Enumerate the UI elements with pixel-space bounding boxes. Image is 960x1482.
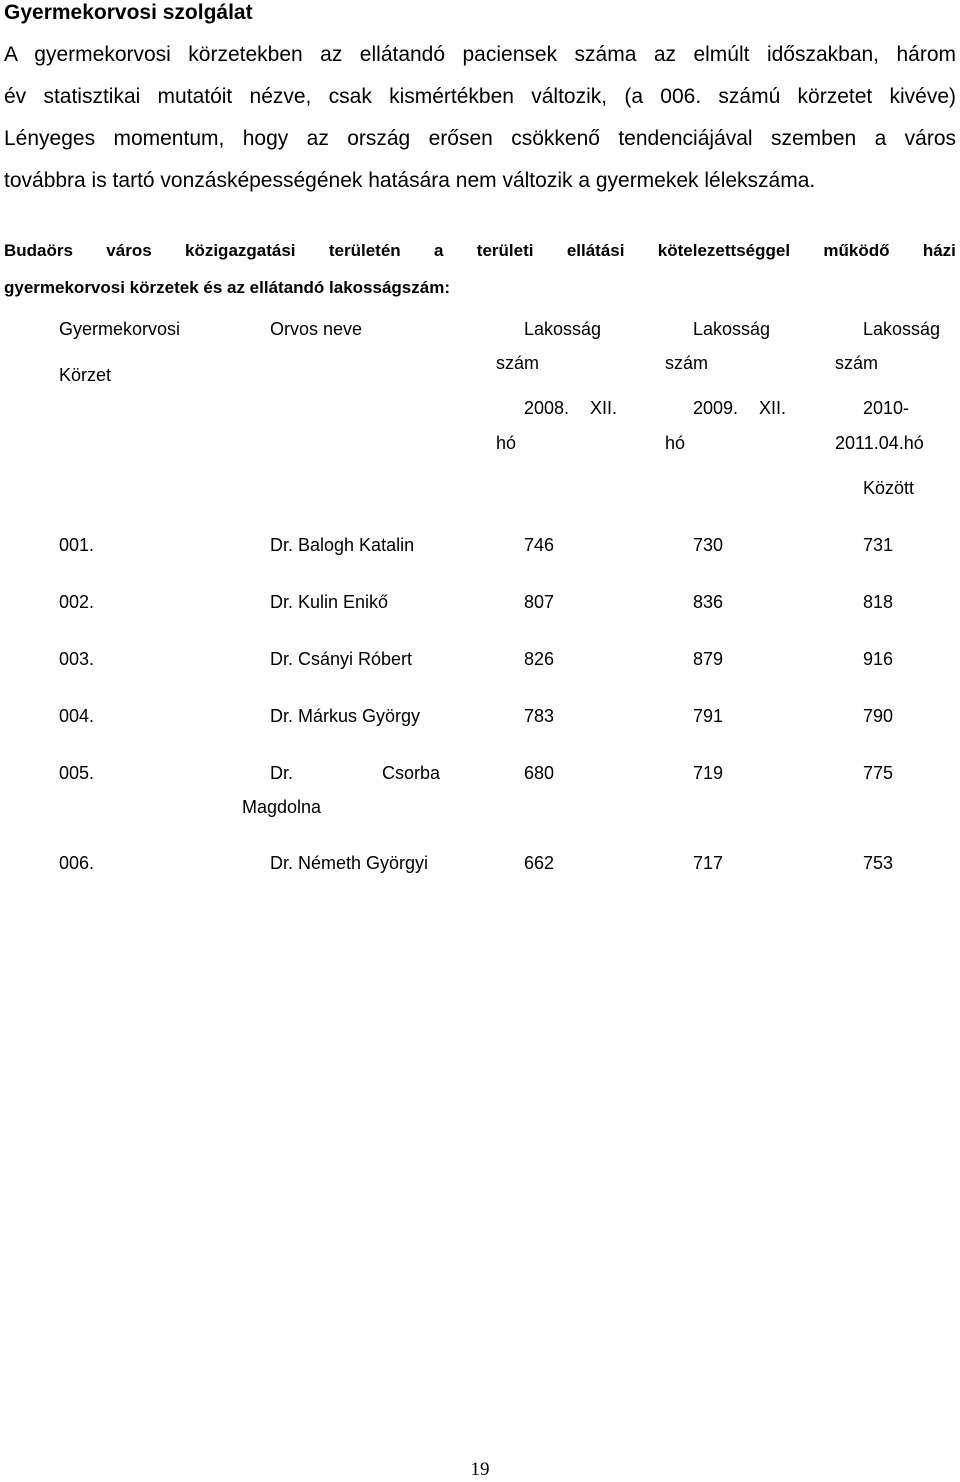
- doctor-name-prefix: Dr.: [270, 763, 294, 783]
- header-pop-2008-unit: szám: [496, 353, 540, 373]
- intro-word: Budaörs: [4, 241, 73, 260]
- intro-word: közigazgatási: [185, 241, 296, 260]
- population-2008: 783: [524, 706, 555, 726]
- header-pop-2010-range-start: 2010-: [863, 398, 910, 418]
- population-2009: 719: [693, 763, 724, 783]
- header-pop-2009-unit: szám: [665, 353, 709, 373]
- intro-word: területén: [328, 241, 401, 260]
- population-2010: 916: [863, 649, 894, 669]
- intro-word: területi: [476, 241, 534, 260]
- intro-line: [4, 232, 956, 269]
- population-2009: 730: [693, 535, 724, 555]
- paragraph-line: A gyermekorvosi körzetekben az ellátandó paciensek száma az elmúlt időszakban, három: [4, 43, 956, 66]
- district-number: 002.: [59, 592, 95, 612]
- table-intro: [4, 232, 956, 306]
- header-doctor: Orvos neve: [270, 319, 363, 339]
- doctor-name: Dr. Balogh Katalin: [270, 535, 415, 555]
- population-2010: 790: [863, 706, 894, 726]
- intro-word: ellátási: [566, 241, 625, 260]
- intro-line: gyermekorvosi körzetek és az ellátandó lakosságszám:: [4, 278, 450, 297]
- district-number: 003.: [59, 649, 95, 669]
- population-2010: 775: [863, 763, 894, 783]
- header-pop-2010-unit: szám: [835, 353, 879, 373]
- paragraph-line: továbbra is tartó vonzásképességének hatására nem változik a gyermekek lélekszáma.: [4, 169, 816, 192]
- body-paragraph: [4, 34, 956, 202]
- intro-word: házi: [922, 241, 956, 260]
- population-2009: 879: [693, 649, 724, 669]
- header-pop-2010: Lakosság: [863, 319, 941, 339]
- header-pop-2009: Lakosság: [693, 319, 771, 339]
- paragraph-line: év statisztikai mutatóit nézve, csak kismértékben változik, (a 006. számú körzetet kivéve): [4, 85, 956, 108]
- header-pop-2008-date: 2008. XII.: [524, 398, 617, 418]
- page-number: 19: [470, 1459, 490, 1480]
- doctor-name: Dr. Csányi Róbert: [270, 649, 413, 669]
- doctor-name-part: Magdolna: [242, 797, 322, 817]
- district-number: 001.: [59, 535, 95, 555]
- population-2009: 717: [693, 853, 724, 873]
- intro-word: város: [106, 241, 152, 260]
- intro-word: működő: [823, 241, 890, 260]
- population-2009: 836: [693, 592, 724, 612]
- district-number: 005.: [59, 763, 95, 783]
- district-number: 004.: [59, 706, 95, 726]
- section-title: Gyermekorvosi szolgálat: [4, 1, 253, 24]
- paragraph-line: Lényeges momentum, hogy az ország erősen csökkenő tendenciájával szemben a város: [4, 127, 956, 150]
- header-pop-2009-month: hó: [665, 433, 686, 453]
- header-pop-2008: Lakosság: [524, 319, 602, 339]
- population-2008: 680: [524, 763, 555, 783]
- header-pop-2010-between: Között: [863, 478, 915, 498]
- population-2010: 731: [863, 535, 894, 555]
- population-2010: 818: [863, 592, 894, 612]
- header-pop-2008-month: hó: [496, 433, 517, 453]
- district-number: 006.: [59, 853, 95, 873]
- header-district: Gyermekorvosi: [59, 319, 181, 339]
- header-pop-2010-range-end: 2011.04.hó: [835, 433, 924, 453]
- doctor-name-part: Csorba: [382, 763, 441, 783]
- population-2009: 791: [693, 706, 724, 726]
- doctor-name: Dr. Németh Györgyi: [270, 853, 429, 873]
- population-2010: 753: [863, 853, 894, 873]
- population-2008: 746: [524, 535, 555, 555]
- intro-word: a: [434, 241, 444, 260]
- doctor-name: Dr. Kulin Enikő: [270, 592, 389, 612]
- doctor-name: Dr. Márkus György: [270, 706, 421, 726]
- population-2008: 826: [524, 649, 555, 669]
- header-pop-2009-date: 2009. XII.: [693, 398, 786, 418]
- header-district-sub: Körzet: [59, 365, 112, 385]
- intro-word: kötelezettséggel: [657, 241, 791, 260]
- population-2008: 662: [524, 853, 555, 873]
- population-2008: 807: [524, 592, 555, 612]
